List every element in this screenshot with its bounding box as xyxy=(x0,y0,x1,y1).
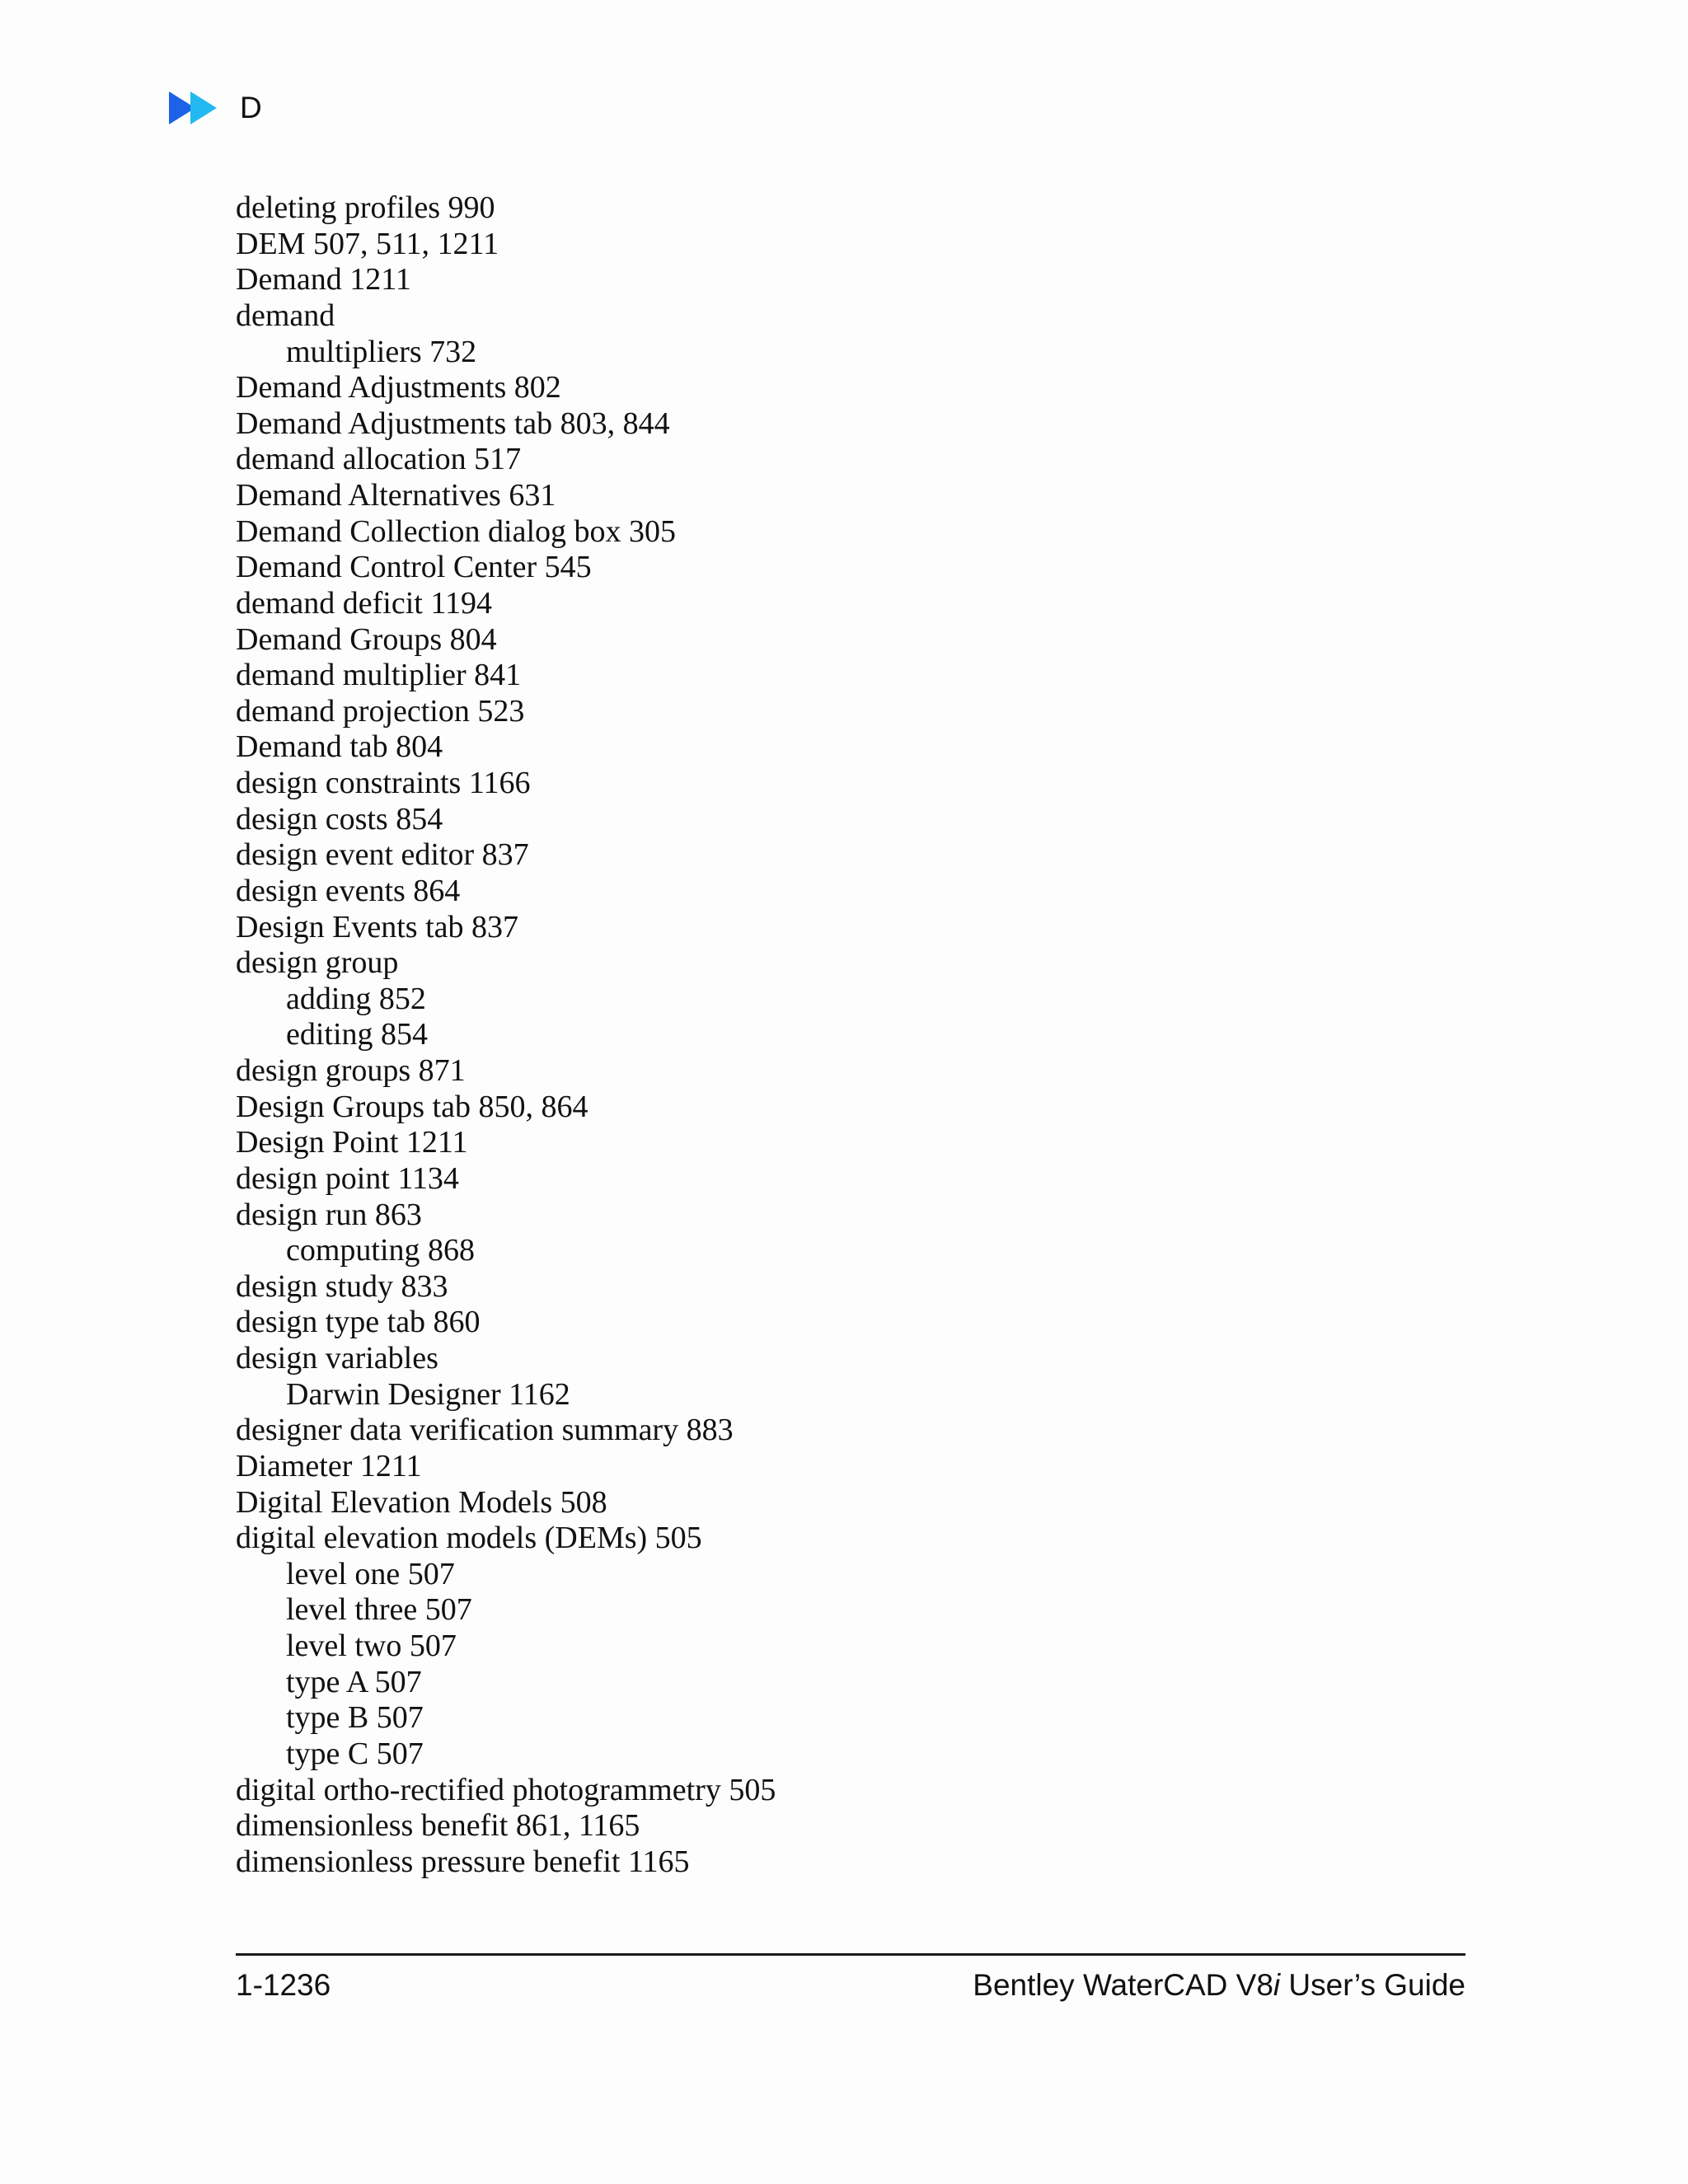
index-entry: demand projection 523 xyxy=(236,693,525,729)
index-entry: design study 833 xyxy=(236,1268,448,1304)
index-entry: demand deficit 1194 xyxy=(236,585,492,621)
index-entry: digital elevation models (DEMs) 505 xyxy=(236,1521,702,1556)
index-entry: dimensionless benefit 861, 1165 xyxy=(236,1808,640,1844)
index-entry: Demand Collection dialog box 305 xyxy=(236,513,677,549)
index-subentry: level one 507 xyxy=(286,1556,455,1591)
index-entry: DEM 507, 511, 1211 xyxy=(236,226,499,261)
index-entry: demand multiplier 841 xyxy=(236,658,522,693)
index-subentry: editing 854 xyxy=(286,1017,429,1052)
index-entry: designer data verification summary 883 xyxy=(236,1413,734,1448)
index-entry: Demand Alternatives 631 xyxy=(236,478,556,513)
index-entry: Demand Adjustments tab 803, 844 xyxy=(236,405,670,441)
index-subentry: multipliers 732 xyxy=(286,334,477,369)
index-entry: Demand 1211 xyxy=(236,262,411,298)
section-header xyxy=(169,87,262,129)
index-entry: Design Groups tab 850, 864 xyxy=(236,1089,588,1124)
index-entry: design group xyxy=(236,945,399,981)
index-entry: design run 863 xyxy=(236,1197,422,1232)
index-entry: demand allocation 517 xyxy=(236,442,522,477)
document-title-italic: i xyxy=(1273,1968,1281,2002)
index-entry: Demand Adjustments 802 xyxy=(236,370,561,405)
index-entries xyxy=(236,190,776,1880)
document-title xyxy=(973,1968,1465,2003)
index-subentry: type A 507 xyxy=(286,1664,422,1699)
index-subentry: level two 507 xyxy=(286,1629,457,1663)
index-entry: design events 864 xyxy=(236,873,461,908)
index-entry: design event editor 837 xyxy=(236,837,529,873)
index-subentry: computing 868 xyxy=(286,1233,476,1268)
index-subentry: Darwin Designer 1162 xyxy=(286,1376,570,1412)
index-subentry: type C 507 xyxy=(286,1736,424,1771)
index-entry: design groups 871 xyxy=(236,1053,466,1088)
index-entry: dimensionless pressure benefit 1165 xyxy=(236,1844,690,1879)
index-entry: design constraints 1166 xyxy=(236,766,531,800)
document-title-suffix: User’s Guide xyxy=(1280,1968,1465,2002)
index-entry: design point 1134 xyxy=(236,1160,459,1196)
index-entry: Diameter 1211 xyxy=(236,1448,422,1483)
index-subentry: level three 507 xyxy=(286,1592,472,1628)
section-letter: D xyxy=(240,91,262,124)
index-entry: Demand tab 804 xyxy=(236,729,443,765)
index-entry: design type tab 860 xyxy=(236,1305,481,1340)
page-number: 1-1236 xyxy=(236,1968,331,2002)
index-entry: Demand Control Center 545 xyxy=(236,550,592,585)
index-entry: Digital Elevation Models 508 xyxy=(236,1484,607,1520)
page-footer xyxy=(236,1968,1465,2003)
index-entry: Design Point 1211 xyxy=(236,1125,468,1160)
index-entry: digital ortho-rectified photogrammetry 505 xyxy=(236,1772,776,1807)
index-subentry: type B 507 xyxy=(286,1700,424,1736)
index-entry: Demand Groups 804 xyxy=(236,621,497,657)
index-entry: demand xyxy=(236,298,335,333)
double-arrow-icon xyxy=(169,90,222,126)
index-entry: design variables xyxy=(236,1341,438,1376)
index-entry: Design Events tab 837 xyxy=(236,909,519,944)
index-subentry: adding 852 xyxy=(286,981,426,1016)
index-entry: deleting profiles 990 xyxy=(236,190,495,225)
document-title-prefix: Bentley WaterCAD V8 xyxy=(973,1968,1273,2002)
index-entry: design costs 854 xyxy=(236,801,443,837)
footer-rule xyxy=(236,1953,1465,1956)
